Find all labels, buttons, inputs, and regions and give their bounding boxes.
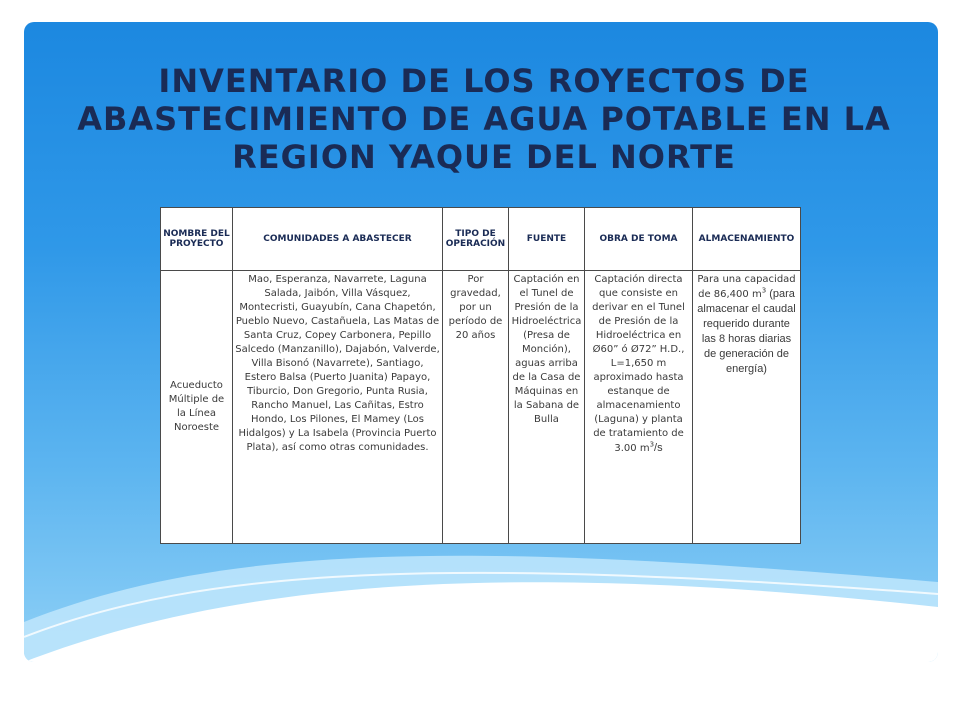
cell-comunidades: Mao, Esperanza, Navarrete, Laguna Salada, Jaibón, Villa Vásquez, Montecristi, Guayubín, Cana Chapetón, Pueblo Nuevo, Castañuela, Las Matas de Santa Cruz, Copey Carbonera, Pepillo Salcedo (Manzanillo), Dajabón, Valverde, Villa Bisonó (Navarrete), Santiago, Estero Balsa (Puerto Juanita) Papayo, Tiburcio, Don Gregorio, Punta Rusia, Rancho Manuel, Las Cañitas, Estro Hondo, Los Pilones, El Mamey (Los Hidalgos) y La Isabela (Provincia Puerto Plata), así como otras comunidades. <box>233 271 443 544</box>
obra-text: Captación directa que consiste en derivar en el Tunel de Presión de la Hidroeléctrica en Ø60” ó Ø72” H.D., L=1,650 m aproximado hasta estanque de almacenamiento (Laguna) y planta de tratamiento de 3.00 m <box>592 274 685 454</box>
slide-title: INVENTARIO DE LOS ROYECTOS DE ABASTECIMIENTO DE AGUA POTABLE EN LA REGION YAQUE DEL NORTE <box>77 62 891 176</box>
header-comunidades: COMUNIDADES A ABASTECER <box>233 208 443 271</box>
almacenamiento-text-a: Para una capacidad de 86,400 m <box>697 274 796 300</box>
project-table <box>160 207 800 544</box>
header-almacenamiento: ALMACENAMIENTO <box>693 208 801 271</box>
background-panel <box>24 22 938 662</box>
obra-unit: /s <box>654 442 663 454</box>
table-row <box>161 271 801 544</box>
header-obra: OBRA DE TOMA <box>585 208 693 271</box>
header-tipo: TIPO DE OPERACIÓN <box>443 208 509 271</box>
cell-tipo: Por gravedad, por un período de 20 años <box>443 271 509 544</box>
almacenamiento-superscript: 3 <box>761 286 767 295</box>
obra-superscript: 3 <box>649 440 655 449</box>
header-fuente: FUENTE <box>509 208 585 271</box>
almacenamiento-text-b: (para almacenar el caudal requerido durante las 8 horas diarias de generación de energía) <box>697 288 796 375</box>
table-header-row <box>161 208 801 271</box>
header-nombre: NOMBRE DEL PROYECTO <box>161 208 233 271</box>
cell-fuente: Captación en el Tunel de Presión de la Hidroeléctrica (Presa de Monción), aguas arriba de la Casa de Máquinas en la Sabana de Bulla <box>509 271 585 544</box>
cell-obra <box>585 271 693 544</box>
cell-almacenamiento <box>693 271 801 544</box>
cell-nombre: Acueducto Múltiple de la Línea Noroeste <box>161 271 233 544</box>
